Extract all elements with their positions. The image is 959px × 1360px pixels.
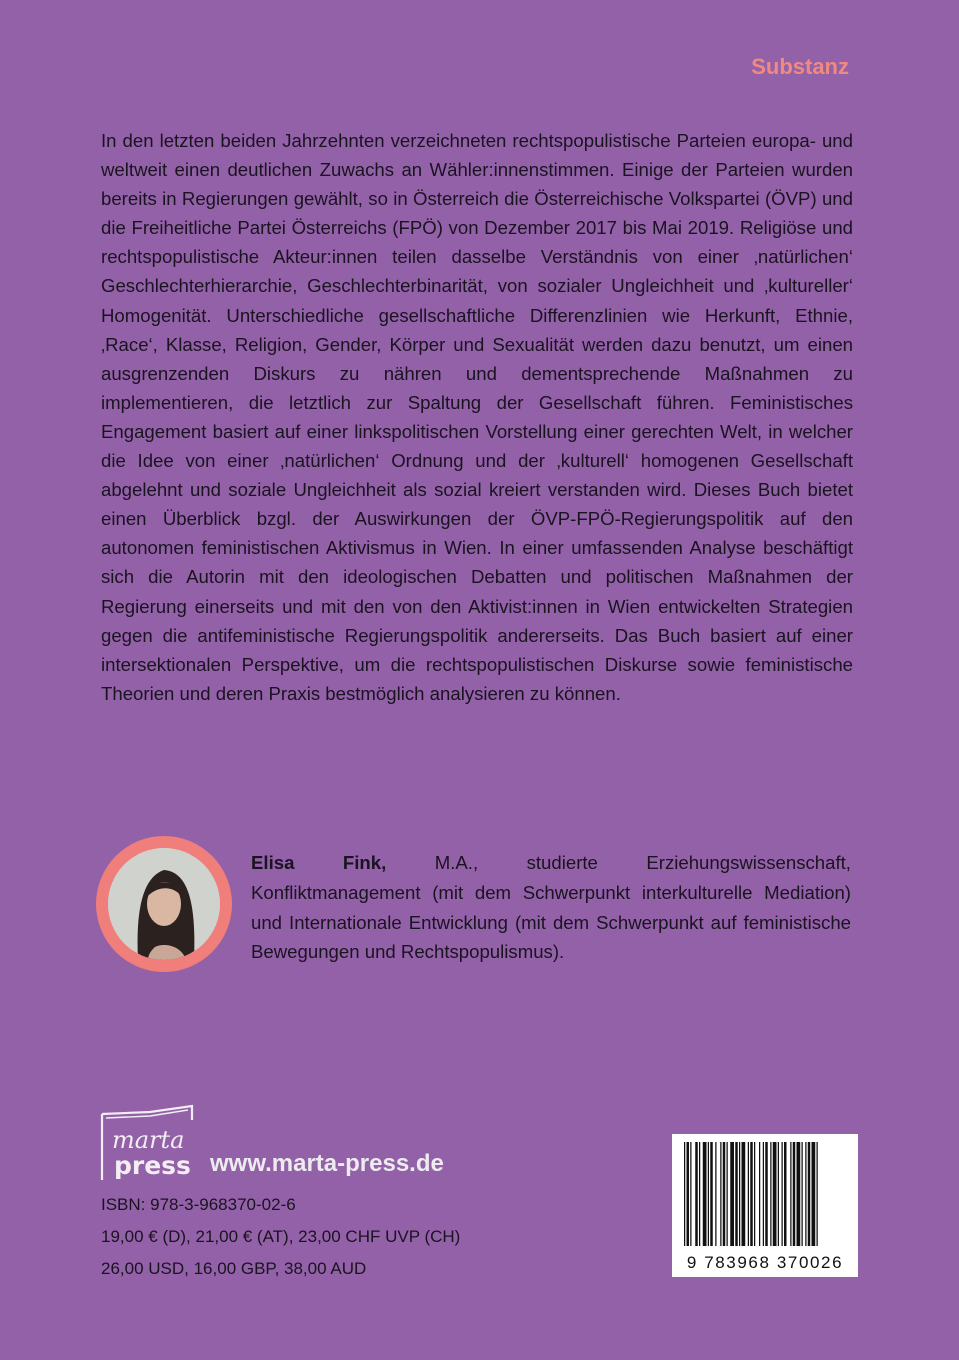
barcode-bar: [759, 1142, 760, 1246]
barcode-bar: [817, 1142, 818, 1246]
series-title: Substanz: [751, 54, 849, 79]
isbn-barcode: [672, 1134, 858, 1277]
barcode-bar: [684, 1142, 685, 1246]
isbn: ISBN: 978-3-968370-02-6: [101, 1195, 296, 1214]
author-name: Elisa Fink,: [251, 852, 387, 873]
barcode-bar: [750, 1142, 753, 1246]
barcode-bar: [778, 1142, 779, 1246]
publisher-website: www.marta-press.de: [210, 1150, 444, 1177]
barcode-bar: [715, 1142, 716, 1246]
barcode-bar: [808, 1142, 811, 1246]
barcode-bar: [739, 1142, 740, 1246]
logo-marta-text: marta: [112, 1126, 185, 1154]
logo-press-text: press: [114, 1151, 191, 1180]
barcode-bar: [708, 1142, 709, 1246]
barcode-bar: [797, 1142, 801, 1246]
barcode-bar: [805, 1142, 806, 1246]
barcode-bar: [802, 1142, 803, 1246]
barcode-bars: [672, 1134, 858, 1250]
barcode-bar: [765, 1142, 768, 1246]
barcode-bar: [784, 1142, 787, 1246]
barcode-bar: [690, 1142, 691, 1246]
barcode-bar: [790, 1142, 791, 1246]
barcode-digits: 9 783968 370026: [686, 1253, 844, 1272]
author-bio: [251, 848, 851, 967]
barcode-bar: [773, 1142, 777, 1246]
barcode-bar: [770, 1142, 771, 1246]
barcode-bar: [793, 1142, 796, 1246]
barcode-bar: [742, 1142, 746, 1246]
barcode-bar: [695, 1142, 698, 1246]
barcode-bar: [754, 1142, 755, 1246]
barcode-bar: [782, 1142, 783, 1246]
barcode-bar: [735, 1142, 738, 1246]
author-bio-text: M.A., studierte Erziehungswissenschaft, Konfliktmanagement (mit dem Schwerpunkt interkulturelle Mediation) und Internationale Entwicklung (mit dem Schwerpunkt auf feministische Bewegungen und Rechtspopulismus).: [251, 852, 851, 963]
book-blurb: In den letzten beiden Jahrzehnten verzeichneten rechtspopulistische Parteien europa- und weltweit einen deutlichen Zuwachs an Wähler:innenstimmen. Einige der Parteien wurden bereits in Regierungen gewählt, so in Österreich die Österreichische Volkspartei (ÖVP) und die Freiheitliche Partei Österreichs (FPÖ) von Dezember 2017 bis Mai 2019. Religiöse und rechtspopulistische Akteur:innen teilen dasselbe Verständnis von einer ‚natürlichen‘ Geschlechterhierarchie, Geschlechterbinarität, von sozialer Ungleichheit und ‚kultureller‘ Homogenität. Unterschiedliche gesellschaftliche Differenzlinien wie Herkunft, Ethnie, ‚Race‘, Klasse, Religion, Gender, Körper und Sexualität werden dazu benutzt, um einen ausgrenzenden Diskurs zu nähren und dementsprechende Maßnahmen zu implementieren, die letztlich zur Spaltung der Gesellschaft führen. Feministisches Engagement basiert auf einer linkspolitischen Vorstellung einer gerechten Welt, in welcher die Idee von einer ‚natürlichen‘ Ordnung und der ‚kulturell‘ homogenen Gesellschaft abgelehnt und soziale Ungleichheit als sozial kreiert verstanden wird. Dieses Buch bietet einen Überblick bzgl. der Auswirkungen der ÖVP-FPÖ-Regierungspolitik auf den autonomen feministischen Aktivismus in Wien. In einer umfassenden Analyse beschäftigt sich die Autorin mit den ideologischen Debatten und politischen Maßnahmen der Regierung einerseits und mit den von den Aktivist:innen in Wien entwickelten Strategien gegen die antifeministische Regierungspolitik andererseits. Das Buch basiert auf einer intersektionalen Perspektive, um die rechtspopulistischen Diskurse sowie feministische Theorien und deren Praxis bestmöglich analysieren zu können.: [101, 130, 853, 704]
barcode-bar: [699, 1142, 700, 1246]
price-line-1: 19,00 € (D), 21,00 € (AT), 23,00 CHF UVP (CH): [101, 1227, 461, 1246]
barcode-bar: [763, 1142, 764, 1246]
barcode-bar: [748, 1142, 749, 1246]
barcode-bar: [703, 1142, 707, 1246]
barcode-bar: [812, 1142, 816, 1246]
barcode-bar: [710, 1142, 713, 1246]
barcode-bar: [727, 1142, 728, 1246]
author-photo: [96, 836, 232, 972]
price-line-2: 26,00 USD, 16,00 GBP, 38,00 AUD: [101, 1259, 367, 1278]
barcode-bar: [687, 1142, 690, 1246]
publisher-logo: [100, 1104, 196, 1182]
barcode-bar: [730, 1142, 734, 1246]
barcode-bar: [720, 1142, 721, 1246]
barcode-bar: [723, 1142, 726, 1246]
